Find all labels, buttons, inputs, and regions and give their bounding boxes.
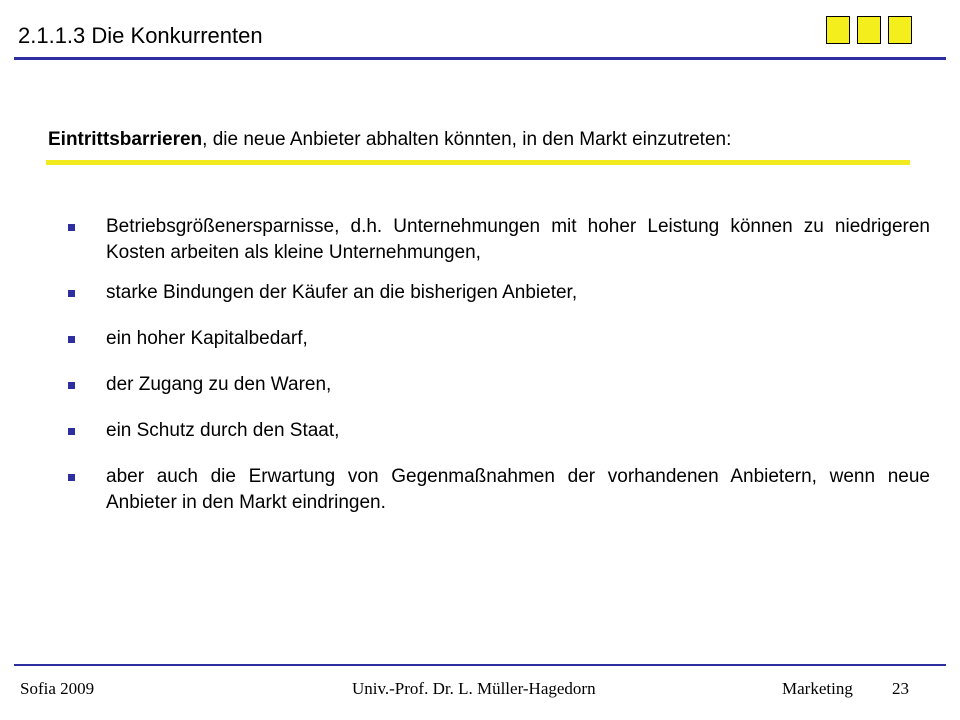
footer-course: Marketing	[782, 679, 853, 698]
list-item	[66, 418, 930, 444]
bullet-square-icon	[68, 290, 75, 297]
list-item	[66, 464, 930, 516]
bullet-square-icon	[68, 428, 75, 435]
footer-location-year: Sofia 2009	[20, 679, 95, 698]
slide-title: 2.1.1.3 Die Konkurrenten	[18, 23, 263, 48]
bullet-square-icon	[68, 224, 75, 231]
list-item-text: starke Bindungen der Käufer an die bisherigen Anbieter,	[106, 282, 578, 303]
list-item	[66, 280, 930, 306]
intro-bold-term: Eintrittsbarrieren	[48, 129, 203, 150]
list-item-text: ein Schutz durch den Staat,	[106, 420, 340, 441]
nav-icon-2[interactable]	[857, 16, 881, 44]
page-number: 23	[892, 679, 909, 698]
barrier-list	[66, 214, 930, 536]
list-item	[66, 326, 930, 352]
nav-icon-group	[826, 16, 912, 44]
list-item	[66, 214, 930, 266]
bullet-square-icon	[68, 474, 75, 481]
intro-rest: , die neue Anbieter abhalten könnten, in den Markt einzutreten:	[202, 129, 732, 150]
list-item-text: aber auch die Erwartung von Gegenmaßnahmen der vorhandenen Anbietern, wenn neue Anbieter in den Markt eindringen.	[106, 466, 930, 513]
footer-divider	[14, 664, 946, 666]
list-item-text: ein hoher Kapitalbedarf,	[106, 328, 308, 349]
list-item	[66, 372, 930, 398]
intro-highlight-rule	[46, 160, 910, 165]
nav-icon-3[interactable]	[888, 16, 912, 44]
bullet-square-icon	[68, 382, 75, 389]
bullet-square-icon	[68, 336, 75, 343]
nav-icon-1[interactable]	[826, 16, 850, 44]
list-item-text: der Zugang zu den Waren,	[106, 374, 332, 395]
footer-author: Univ.-Prof. Dr. L. Müller-Hagedorn	[352, 679, 596, 698]
title-divider	[14, 57, 946, 60]
list-item-text: Betriebsgrößenersparnisse, d.h. Unternehmungen mit hoher Leistung können zu niedrigeren Kosten arbeiten als kleine Unternehmungen,	[106, 216, 930, 263]
intro-sentence	[48, 127, 731, 153]
